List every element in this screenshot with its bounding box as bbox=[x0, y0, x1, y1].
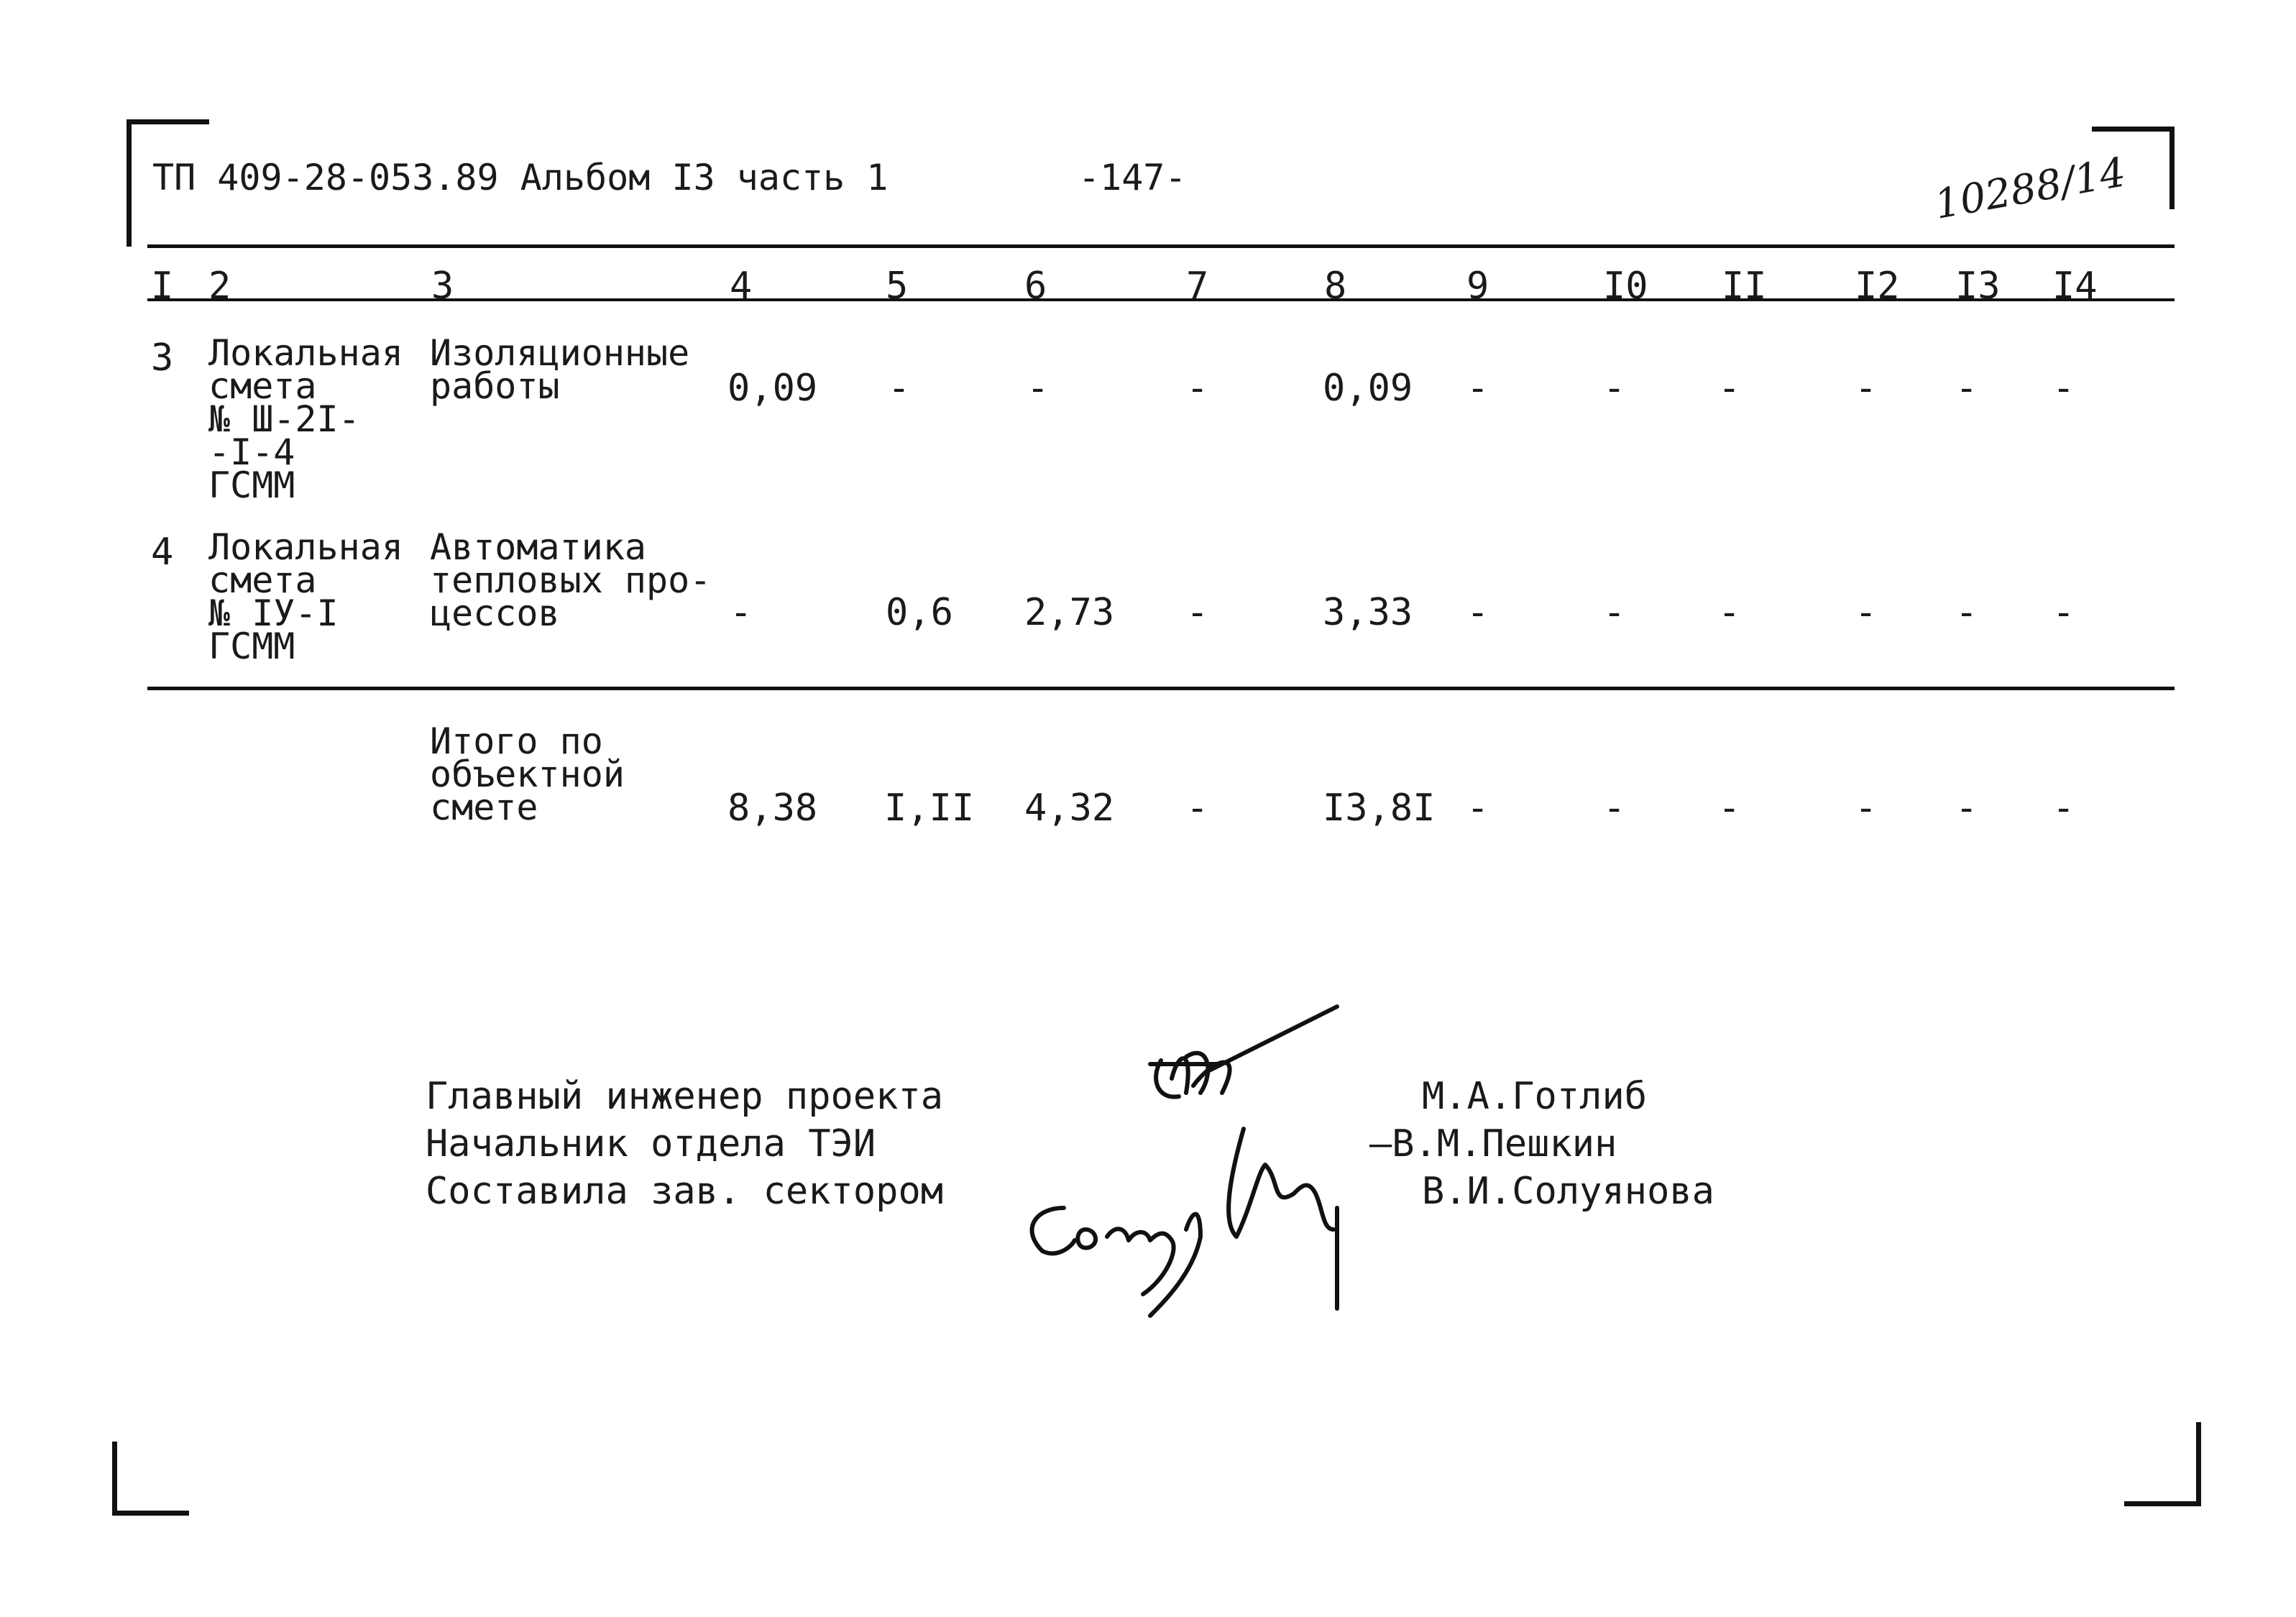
signatory-name: В.И.Солуянова bbox=[1422, 1170, 1714, 1213]
value-col-6: 2,73 bbox=[1024, 591, 1115, 634]
value-col-12: - bbox=[1855, 591, 1878, 634]
column-header: 3 bbox=[431, 265, 454, 308]
value-col-10: - bbox=[1603, 591, 1626, 634]
value-col-4: - bbox=[730, 591, 753, 634]
total-col-5: I,II bbox=[884, 787, 975, 830]
value-col-8: 0,09 bbox=[1323, 367, 1413, 410]
signatory-title: Составила зав. сектором bbox=[426, 1170, 944, 1213]
column-header: 4 bbox=[730, 265, 753, 308]
total-col-8: I3,8I bbox=[1323, 787, 1436, 830]
column-header: 6 bbox=[1024, 265, 1047, 308]
value-col-14: - bbox=[2052, 591, 2075, 634]
value-col-5: - bbox=[888, 367, 911, 410]
row-number: 4 bbox=[151, 531, 174, 574]
column-header: 5 bbox=[886, 265, 909, 308]
column-header: I0 bbox=[1603, 265, 1648, 308]
value-col-13: - bbox=[1955, 367, 1978, 410]
column-header: I2 bbox=[1855, 265, 1900, 308]
corner-mark-bottom-left bbox=[112, 1442, 189, 1516]
value-col-9: - bbox=[1466, 591, 1489, 634]
total-col-4: 8,38 bbox=[727, 787, 818, 830]
signature-scribbles bbox=[1006, 992, 1409, 1323]
value-col-7: - bbox=[1186, 591, 1209, 634]
archive-number: 10288/14 bbox=[1931, 149, 2129, 229]
column-header: 2 bbox=[208, 265, 231, 308]
total-col-14: - bbox=[2052, 787, 2075, 830]
value-col-11: - bbox=[1718, 591, 1741, 634]
total-label: Итого по объектной смете bbox=[430, 720, 625, 828]
value-col-9: - bbox=[1466, 367, 1489, 410]
value-col-11: - bbox=[1718, 367, 1741, 410]
work-type: Автоматика тепловых про- цессов bbox=[430, 526, 712, 634]
value-col-5: 0,6 bbox=[886, 591, 953, 634]
value-col-7: - bbox=[1186, 367, 1209, 410]
corner-mark-bottom-right bbox=[2124, 1422, 2201, 1506]
value-col-12: - bbox=[1855, 367, 1878, 410]
total-col-10: - bbox=[1603, 787, 1626, 830]
total-col-7: - bbox=[1186, 787, 1209, 830]
work-type: Изоляционные работы bbox=[430, 332, 690, 407]
column-header: I4 bbox=[2052, 265, 2098, 308]
total-col-11: - bbox=[1718, 787, 1741, 830]
value-col-8: 3,33 bbox=[1323, 591, 1413, 634]
signatory-name: —В.М.Пешкин bbox=[1369, 1122, 1617, 1165]
estimate-doc: Локальная смета № IУ-I ГСММ bbox=[208, 526, 403, 667]
column-header: I3 bbox=[1955, 265, 2001, 308]
total-separator-rule bbox=[147, 687, 2175, 690]
signatory-title: Главный инженер проекта bbox=[426, 1075, 944, 1118]
total-col-6: 4,32 bbox=[1024, 787, 1115, 830]
column-header: 8 bbox=[1324, 265, 1347, 308]
column-header: I bbox=[151, 265, 174, 308]
total-col-12: - bbox=[1855, 787, 1878, 830]
value-col-4: 0,09 bbox=[727, 367, 818, 410]
value-col-13: - bbox=[1955, 591, 1978, 634]
value-col-10: - bbox=[1603, 367, 1626, 410]
column-header: 7 bbox=[1186, 265, 1209, 308]
estimate-doc: Локальная смета № Ш-2I- -I-4 ГСММ bbox=[208, 332, 403, 506]
page-number: -147- bbox=[1078, 157, 1187, 198]
table-top-rule bbox=[147, 244, 2175, 248]
document-code: ТП 409-28-053.89 Альбом I3 часть 1 bbox=[152, 157, 888, 198]
total-col-9: - bbox=[1466, 787, 1489, 830]
value-col-14: - bbox=[2052, 367, 2075, 410]
column-header: 9 bbox=[1466, 265, 1489, 308]
value-col-6: - bbox=[1027, 367, 1050, 410]
column-header: II bbox=[1722, 265, 1767, 308]
signatory-name: М.А.Готлиб bbox=[1422, 1075, 1648, 1118]
total-col-13: - bbox=[1955, 787, 1978, 830]
signatory-title: Начальник отдела ТЭИ bbox=[426, 1122, 876, 1165]
row-number: 3 bbox=[151, 336, 174, 380]
